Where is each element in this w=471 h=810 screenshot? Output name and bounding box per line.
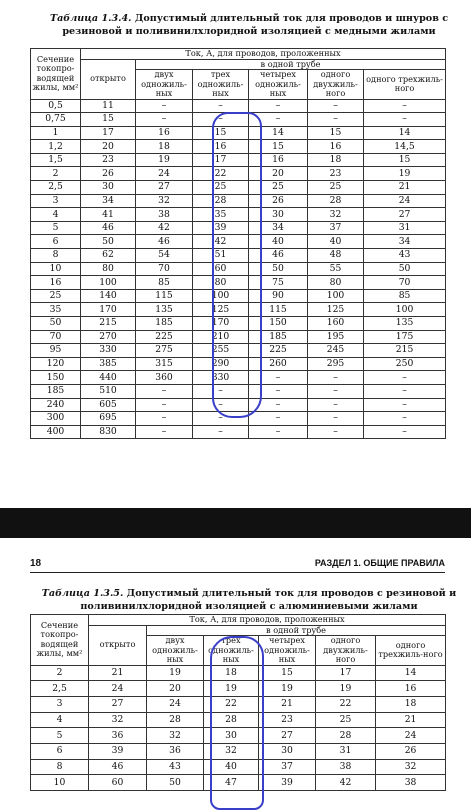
current-cell: 17: [193, 153, 249, 167]
current-cell: 42: [193, 235, 249, 249]
current-cell: 215: [364, 344, 446, 358]
running-head: [30, 558, 445, 573]
current-cell: 28: [204, 712, 259, 728]
current-cell: 16: [249, 153, 308, 167]
current-cell: –: [364, 398, 446, 412]
current-cell: –: [249, 99, 308, 113]
current-cell: –: [364, 371, 446, 385]
current-cell: 510: [81, 384, 136, 398]
table-row: [31, 249, 446, 263]
current-cell: –: [308, 425, 364, 439]
current-cell: 32: [89, 712, 147, 728]
current-cell: 34: [364, 235, 446, 249]
section-cell: 2,5: [31, 681, 89, 697]
table-row: [31, 221, 446, 235]
current-cell: 80: [193, 276, 249, 290]
current-cell: 22: [204, 696, 259, 712]
section-cell: 2: [31, 665, 89, 681]
section-cell: 50: [31, 317, 81, 331]
table-row: [31, 665, 446, 681]
current-cell: 175: [364, 330, 446, 344]
section-cell: 0,75: [31, 113, 81, 127]
current-cell: 15: [259, 665, 316, 681]
section-cell: 400: [31, 425, 81, 439]
current-cell: 22: [316, 696, 376, 712]
current-cell: 19: [147, 665, 204, 681]
current-cell: 14: [364, 126, 446, 140]
table-row: [31, 235, 446, 249]
section-cell: 35: [31, 303, 81, 317]
current-cell: 25: [193, 181, 249, 195]
current-cell: 19: [259, 681, 316, 697]
current-cell: 32: [308, 208, 364, 222]
current-cell: 17: [81, 126, 136, 140]
current-cell: 250: [364, 357, 446, 371]
current-cell: 36: [147, 743, 204, 759]
table-row: [31, 303, 446, 317]
page-number: 18: [30, 558, 42, 569]
current-cell: –: [136, 398, 193, 412]
current-cell: 85: [136, 276, 193, 290]
current-cell: 14: [249, 126, 308, 140]
current-cell: 32: [376, 759, 446, 775]
current-cell: 48: [308, 249, 364, 263]
section-cell: 10: [31, 775, 89, 791]
current-cell: 43: [364, 249, 446, 263]
current-cell: 24: [136, 167, 193, 181]
current-cell: 43: [147, 759, 204, 775]
current-cell: 215: [81, 317, 136, 331]
section-cell: 70: [31, 330, 81, 344]
header-group: Ток, А, для проводов, проложенных: [89, 615, 446, 626]
current-cell: 315: [136, 357, 193, 371]
current-cell: –: [364, 425, 446, 439]
current-cell: 50: [249, 262, 308, 276]
current-cell: –: [136, 99, 193, 113]
current-cell: 16: [136, 126, 193, 140]
current-cell: 39: [89, 743, 147, 759]
current-cell: 160: [308, 317, 364, 331]
section-cell: 0,5: [31, 99, 81, 113]
header-section: Сечение токопро-водящей жилы, мм²: [31, 49, 81, 100]
current-cell: 32: [147, 728, 204, 744]
table2: [30, 614, 446, 791]
table-row: [31, 317, 446, 331]
current-cell: 46: [136, 235, 193, 249]
current-cell: 100: [308, 289, 364, 303]
current-cell: 26: [376, 743, 446, 759]
current-cell: 170: [193, 317, 249, 331]
current-cell: 40: [249, 235, 308, 249]
section-cell: 150: [31, 371, 81, 385]
current-cell: 19: [364, 167, 446, 181]
current-cell: 24: [376, 728, 446, 744]
table-row: [31, 398, 446, 412]
header-three-single: трех одножиль-ных: [204, 636, 259, 666]
current-cell: 18: [204, 665, 259, 681]
current-cell: 695: [81, 412, 136, 426]
section-cell: 3: [31, 194, 81, 208]
current-cell: 21: [89, 665, 147, 681]
table-row: [31, 743, 446, 759]
current-cell: 26: [81, 167, 136, 181]
current-cell: 30: [81, 181, 136, 195]
current-cell: 23: [259, 712, 316, 728]
table-row: [31, 276, 446, 290]
current-cell: –: [136, 113, 193, 127]
current-cell: 60: [193, 262, 249, 276]
current-cell: 330: [193, 371, 249, 385]
current-cell: 295: [308, 357, 364, 371]
header-open: открыто: [81, 59, 136, 99]
table-row: [31, 384, 446, 398]
current-cell: 115: [249, 303, 308, 317]
current-cell: –: [249, 371, 308, 385]
current-cell: 25: [316, 712, 376, 728]
current-cell: 31: [364, 221, 446, 235]
table-row: [31, 181, 446, 195]
current-cell: 16: [308, 140, 364, 154]
current-cell: 80: [81, 262, 136, 276]
current-cell: 11: [81, 99, 136, 113]
current-cell: –: [249, 384, 308, 398]
current-cell: –: [308, 113, 364, 127]
header-one-three-core: одного трехжиль-ного: [364, 70, 446, 100]
current-cell: 27: [364, 208, 446, 222]
current-cell: –: [364, 412, 446, 426]
current-cell: –: [193, 398, 249, 412]
header-in-pipe: в одной трубе: [136, 59, 446, 70]
current-cell: –: [364, 113, 446, 127]
table1-caption: [34, 12, 464, 38]
section-cell: 10: [31, 262, 81, 276]
current-cell: 26: [249, 194, 308, 208]
current-cell: –: [193, 99, 249, 113]
current-cell: 115: [136, 289, 193, 303]
current-cell: 18: [136, 140, 193, 154]
current-cell: 38: [376, 775, 446, 791]
current-cell: 270: [81, 330, 136, 344]
current-cell: 135: [136, 303, 193, 317]
current-cell: 38: [316, 759, 376, 775]
current-cell: –: [136, 384, 193, 398]
current-cell: 20: [249, 167, 308, 181]
table-row: [31, 696, 446, 712]
current-cell: –: [308, 398, 364, 412]
section-cell: 5: [31, 221, 81, 235]
current-cell: 14,5: [364, 140, 446, 154]
current-cell: 15: [193, 126, 249, 140]
table-row: [31, 344, 446, 358]
current-cell: 24: [364, 194, 446, 208]
current-cell: 255: [193, 344, 249, 358]
current-cell: 22: [193, 167, 249, 181]
current-cell: 32: [204, 743, 259, 759]
header-open: открыто: [89, 625, 147, 665]
page-gap: [0, 508, 471, 538]
header-one-three-core: одного трехжиль-ного: [376, 636, 446, 666]
table-row: [31, 194, 446, 208]
current-cell: –: [364, 99, 446, 113]
current-cell: 16: [193, 140, 249, 154]
current-cell: 15: [364, 153, 446, 167]
current-cell: 18: [308, 153, 364, 167]
section-cell: 300: [31, 412, 81, 426]
section-cell: 6: [31, 235, 81, 249]
table1: [30, 48, 446, 439]
section-cell: 2,5: [31, 181, 81, 195]
current-cell: –: [308, 384, 364, 398]
current-cell: 19: [316, 681, 376, 697]
current-cell: 195: [308, 330, 364, 344]
table1-caption-text: Допустимый длительный ток для проводов и шнуров с резиновой и поливинилхлоридной изоляцией с медными жилами: [62, 13, 449, 37]
current-cell: 50: [81, 235, 136, 249]
current-cell: 19: [204, 681, 259, 697]
section-cell: 185: [31, 384, 81, 398]
table2-caption-number: Таблица 1.3.5.: [41, 588, 124, 599]
current-cell: 210: [193, 330, 249, 344]
current-cell: 25: [308, 181, 364, 195]
section-cell: 120: [31, 357, 81, 371]
current-cell: 37: [259, 759, 316, 775]
section-cell: 1,2: [31, 140, 81, 154]
header-two-single: двух одножиль-ных: [136, 70, 193, 100]
current-cell: 225: [249, 344, 308, 358]
current-cell: 39: [259, 775, 316, 791]
current-cell: 20: [147, 681, 204, 697]
current-cell: 30: [259, 743, 316, 759]
current-cell: 15: [81, 113, 136, 127]
current-cell: 185: [249, 330, 308, 344]
header-section: Сечение токопро-водящей жилы, мм²: [31, 615, 89, 666]
current-cell: 75: [249, 276, 308, 290]
section-cell: 1: [31, 126, 81, 140]
section-cell: 1,5: [31, 153, 81, 167]
header-one-two-core: одного двухжиль-ного: [308, 70, 364, 100]
section-cell: 4: [31, 208, 81, 222]
current-cell: 32: [136, 194, 193, 208]
current-cell: 51: [193, 249, 249, 263]
current-cell: –: [136, 412, 193, 426]
section-cell: 5: [31, 728, 89, 744]
current-cell: 245: [308, 344, 364, 358]
section-cell: 16: [31, 276, 81, 290]
current-cell: –: [136, 425, 193, 439]
header-four-single: четырех одножиль-ных: [249, 70, 308, 100]
current-cell: 21: [259, 696, 316, 712]
header-group: Ток, А, для проводов, проложенных: [81, 49, 446, 60]
current-cell: 70: [136, 262, 193, 276]
table-row: [31, 262, 446, 276]
current-cell: 37: [308, 221, 364, 235]
table-row: [31, 126, 446, 140]
current-cell: 40: [308, 235, 364, 249]
current-cell: 140: [81, 289, 136, 303]
current-cell: 42: [316, 775, 376, 791]
table1-body: [31, 99, 446, 439]
current-cell: –: [249, 113, 308, 127]
current-cell: 30: [204, 728, 259, 744]
current-cell: 25: [249, 181, 308, 195]
section-cell: 2: [31, 167, 81, 181]
current-cell: 54: [136, 249, 193, 263]
table-row: [31, 759, 446, 775]
table-row: [31, 357, 446, 371]
table-row: [31, 99, 446, 113]
current-cell: 100: [193, 289, 249, 303]
current-cell: 23: [81, 153, 136, 167]
current-cell: 38: [136, 208, 193, 222]
current-cell: 100: [364, 303, 446, 317]
current-cell: 290: [193, 357, 249, 371]
current-cell: 36: [89, 728, 147, 744]
current-cell: 85: [364, 289, 446, 303]
current-cell: 125: [308, 303, 364, 317]
current-cell: 21: [364, 181, 446, 195]
current-cell: 34: [249, 221, 308, 235]
current-cell: –: [308, 412, 364, 426]
current-cell: 15: [308, 126, 364, 140]
header-three-single: трех одножиль-ных: [193, 70, 249, 100]
current-cell: 20: [81, 140, 136, 154]
current-cell: 23: [308, 167, 364, 181]
current-cell: 39: [193, 221, 249, 235]
current-cell: 15: [249, 140, 308, 154]
current-cell: 42: [136, 221, 193, 235]
table2-caption: [34, 587, 464, 613]
current-cell: 18: [376, 696, 446, 712]
current-cell: 62: [81, 249, 136, 263]
current-cell: 24: [147, 696, 204, 712]
current-cell: 41: [81, 208, 136, 222]
table-row: [31, 330, 446, 344]
current-cell: 70: [364, 276, 446, 290]
table-row: [31, 681, 446, 697]
table-row: [31, 412, 446, 426]
table1-caption-number: Таблица 1.3.4.: [49, 13, 132, 24]
current-cell: 27: [259, 728, 316, 744]
current-cell: 28: [308, 194, 364, 208]
current-cell: 21: [376, 712, 446, 728]
current-cell: –: [364, 384, 446, 398]
current-cell: 28: [316, 728, 376, 744]
current-cell: 17: [316, 665, 376, 681]
current-cell: –: [308, 371, 364, 385]
current-cell: 46: [89, 759, 147, 775]
table2-caption-text: Допустимый длительный ток для проводов с резиновой и поливинилхлоридной изоляцией с алюминиевыми жилами: [80, 588, 457, 612]
current-cell: 34: [81, 194, 136, 208]
table-row: [31, 208, 446, 222]
current-cell: 19: [136, 153, 193, 167]
table-row: [31, 775, 446, 791]
table-row: [31, 113, 446, 127]
current-cell: 330: [81, 344, 136, 358]
current-cell: 24: [89, 681, 147, 697]
section-cell: 25: [31, 289, 81, 303]
section-cell: 6: [31, 743, 89, 759]
header-four-single: четырех одножиль-ных: [259, 636, 316, 666]
current-cell: –: [193, 113, 249, 127]
current-cell: 275: [136, 344, 193, 358]
current-cell: 830: [81, 425, 136, 439]
current-cell: –: [249, 398, 308, 412]
section-cell: 8: [31, 249, 81, 263]
current-cell: 16: [376, 681, 446, 697]
current-cell: 260: [249, 357, 308, 371]
current-cell: 90: [249, 289, 308, 303]
current-cell: 125: [193, 303, 249, 317]
current-cell: 27: [89, 696, 147, 712]
table2-body: [31, 665, 446, 791]
current-cell: 31: [316, 743, 376, 759]
current-cell: 360: [136, 371, 193, 385]
table-row: [31, 153, 446, 167]
section-cell: 3: [31, 696, 89, 712]
section-cell: 4: [31, 712, 89, 728]
current-cell: 440: [81, 371, 136, 385]
current-cell: 28: [147, 712, 204, 728]
current-cell: 28: [193, 194, 249, 208]
current-cell: 35: [193, 208, 249, 222]
current-cell: 150: [249, 317, 308, 331]
current-cell: 185: [136, 317, 193, 331]
header-two-single: двух одножиль-ных: [147, 636, 204, 666]
current-cell: 14: [376, 665, 446, 681]
current-cell: 47: [204, 775, 259, 791]
table-row: [31, 289, 446, 303]
current-cell: –: [193, 425, 249, 439]
current-cell: 46: [249, 249, 308, 263]
current-cell: 30: [249, 208, 308, 222]
current-cell: –: [249, 425, 308, 439]
current-cell: –: [193, 384, 249, 398]
current-cell: 100: [81, 276, 136, 290]
current-cell: 60: [89, 775, 147, 791]
current-cell: 80: [308, 276, 364, 290]
section-cell: 8: [31, 759, 89, 775]
header-in-pipe: в одной трубе: [147, 625, 446, 636]
section-cell: 95: [31, 344, 81, 358]
table-row: [31, 712, 446, 728]
table-row: [31, 371, 446, 385]
table-row: [31, 140, 446, 154]
header-one-two-core: одного двухжиль-ного: [316, 636, 376, 666]
table-row: [31, 425, 446, 439]
section-cell: 240: [31, 398, 81, 412]
current-cell: 50: [147, 775, 204, 791]
current-cell: 27: [136, 181, 193, 195]
current-cell: –: [249, 412, 308, 426]
current-cell: 170: [81, 303, 136, 317]
current-cell: 385: [81, 357, 136, 371]
current-cell: 46: [81, 221, 136, 235]
current-cell: 135: [364, 317, 446, 331]
current-cell: 40: [204, 759, 259, 775]
current-cell: 50: [364, 262, 446, 276]
current-cell: 605: [81, 398, 136, 412]
current-cell: 55: [308, 262, 364, 276]
current-cell: 225: [136, 330, 193, 344]
table-row: [31, 728, 446, 744]
table-row: [31, 167, 446, 181]
current-cell: –: [193, 412, 249, 426]
current-cell: –: [308, 99, 364, 113]
section-title: РАЗДЕЛ 1. ОБЩИЕ ПРАВИЛА: [314, 558, 445, 568]
